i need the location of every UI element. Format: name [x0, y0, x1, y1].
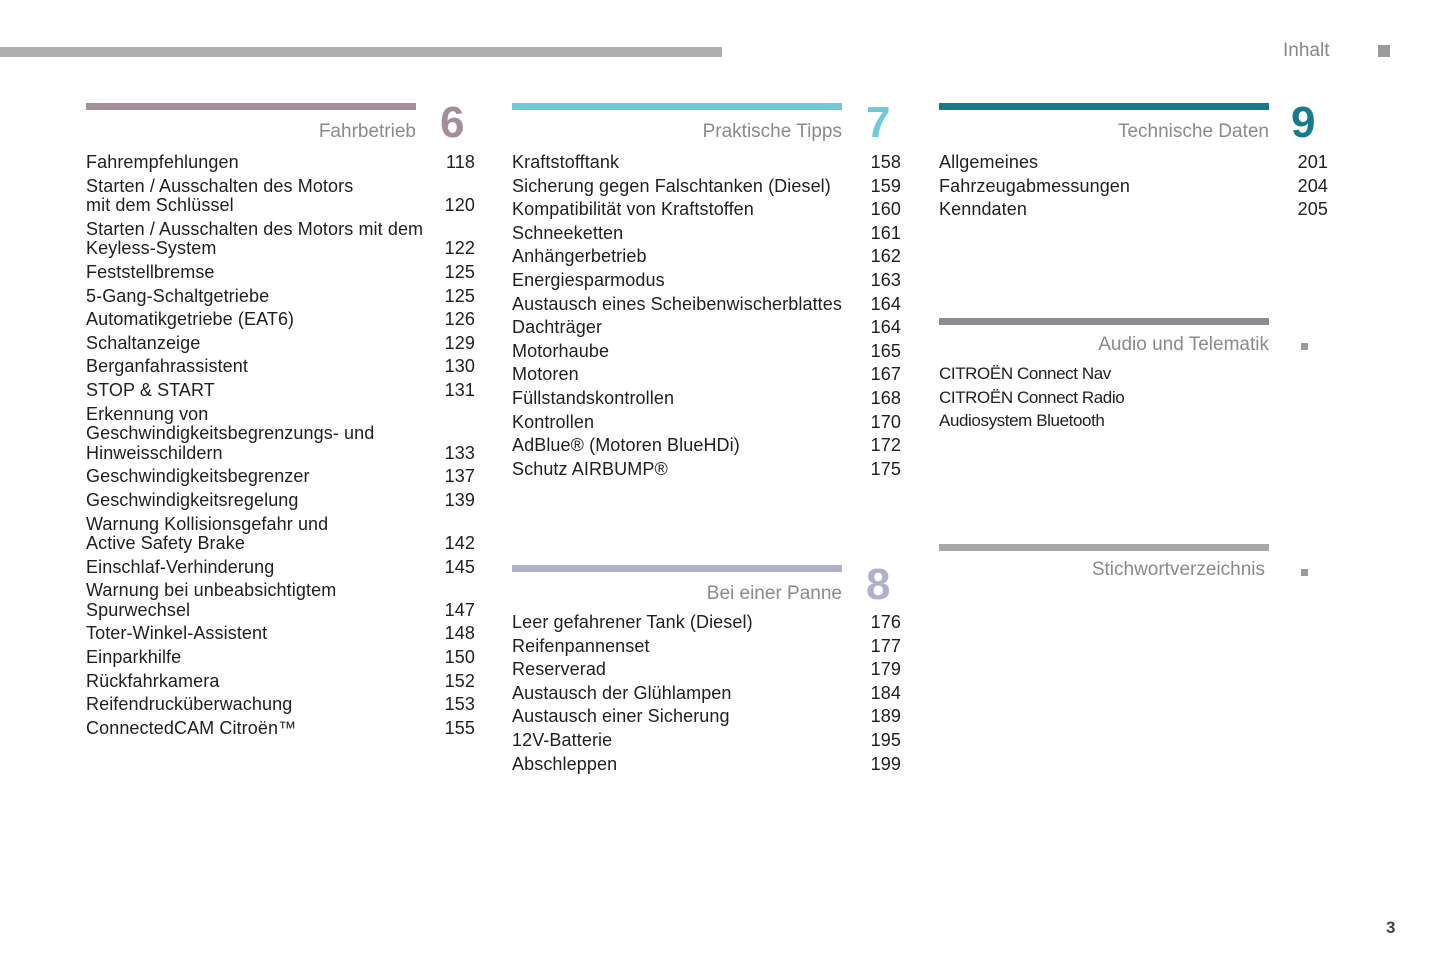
toc-entry-title: Kenndaten — [939, 199, 1027, 220]
toc-entry-page: 164 — [870, 293, 901, 314]
toc-entry-title: STOP & START — [86, 379, 215, 400]
toc-entry-page: 160 — [870, 199, 901, 220]
toc-entry[interactable] — [512, 731, 901, 755]
toc-entry-title: Toter-Winkel-Assistent — [86, 623, 268, 644]
toc-entry[interactable] — [86, 672, 475, 696]
section-number: 7 — [866, 98, 891, 147]
toc-entry[interactable] — [512, 271, 901, 295]
toc-entry-page: 201 — [1297, 152, 1328, 172]
toc-entry[interactable] — [86, 648, 475, 672]
toc-entry-page: 155 — [444, 717, 475, 738]
toc-entry-title: Berganfahrassistent — [86, 356, 248, 377]
toc-entry-title: Sicherung gegen Falschtanken (Diesel) — [512, 175, 831, 196]
section-bar — [512, 565, 842, 572]
toc-entry-page: 150 — [444, 647, 475, 668]
toc-entry[interactable] — [512, 755, 901, 779]
toc-entry[interactable] — [939, 153, 1328, 177]
toc-entry-page: 163 — [870, 269, 901, 290]
toc-entry-title: Austausch einer Sicherung — [512, 706, 730, 727]
toc-entry-page: 175 — [870, 458, 901, 479]
toc-entry[interactable] — [939, 364, 1269, 388]
toc-entry-page: 126 — [444, 309, 475, 330]
section-number: 6 — [440, 98, 465, 147]
toc-entry-title: Austausch eines Scheibenwischerblattes — [512, 293, 842, 314]
toc-entry-page: 189 — [870, 706, 901, 727]
toc-entry-title: Starten / Ausschalten des Motors mit dem Keyless-System — [86, 218, 424, 259]
toc-list — [512, 613, 901, 778]
toc-entry[interactable] — [512, 389, 901, 413]
toc-entry[interactable] — [939, 177, 1328, 201]
header-square-icon — [1378, 45, 1390, 57]
toc-entry[interactable] — [512, 613, 901, 637]
toc-entry-title: Schaltanzeige — [86, 332, 201, 353]
toc-entry-page: 177 — [870, 635, 901, 656]
section-square-icon — [1301, 569, 1308, 576]
toc-entry[interactable] — [86, 624, 475, 648]
toc-entry-page: 145 — [444, 556, 475, 577]
toc-entry[interactable] — [86, 357, 475, 381]
section-bar — [939, 544, 1269, 551]
toc-entry-page: 147 — [444, 599, 475, 620]
toc-entry-title: Füllstandskontrollen — [512, 387, 675, 408]
section-title[interactable]: Fahrbetrieb — [318, 121, 416, 142]
toc-entry-title: Starten / Ausschalten des Motors mit dem Schlüssel — [86, 175, 354, 216]
toc-entry-title: Allgemeines — [939, 152, 1039, 172]
toc-entry-page: 148 — [444, 623, 475, 644]
toc-entry-title: Abschleppen — [512, 753, 618, 774]
toc-entry-title: Automatikgetriebe (EAT6) — [86, 309, 295, 330]
toc-entry-title: Motoren — [512, 364, 579, 385]
toc-entry-title: Energiesparmodus — [512, 269, 665, 290]
toc-entry-title: Reifendrucküberwachung — [86, 694, 293, 715]
toc-entry-page: 137 — [444, 466, 475, 487]
toc-entry-page: 122 — [444, 238, 475, 259]
toc-entry[interactable] — [512, 684, 901, 708]
toc-entry-title: Fahrempfehlungen — [86, 152, 239, 172]
section-number: 9 — [1291, 98, 1316, 147]
toc-entry[interactable] — [512, 342, 901, 366]
section-number: 8 — [866, 560, 891, 609]
toc-entry-title: Kompatibilität von Kraftstoffen — [512, 199, 754, 220]
toc-entry-title: Motorhaube — [512, 340, 610, 361]
toc-entry[interactable] — [512, 153, 901, 177]
toc-entry[interactable] — [86, 558, 475, 582]
toc-entry-title: Warnung bei unbeabsichtigtem Spurwechsel — [86, 580, 337, 620]
toc-entry[interactable] — [939, 411, 1269, 435]
toc-entry-title: Erkennung von Geschwindigkeitsbegrenzungs- und Hinweisschildern — [86, 403, 375, 463]
toc-list — [86, 153, 475, 742]
toc-entry-title: Kontrollen — [512, 411, 595, 432]
page-number: 3 — [1386, 918, 1396, 937]
toc-entry-page: 165 — [870, 340, 901, 361]
section-bar — [86, 103, 416, 110]
toc-entry[interactable] — [939, 388, 1269, 412]
section-square-icon — [1301, 343, 1308, 350]
toc-entry-title: 5-Gang-Schaltgetriebe — [86, 285, 270, 306]
section-bar — [512, 103, 842, 110]
toc-entry-page: 131 — [444, 379, 475, 400]
toc-entry-title: Einschlaf-Verhinderung — [86, 556, 275, 577]
toc-entry[interactable] — [86, 581, 475, 624]
toc-entry-title: Reifenpannenset — [512, 635, 650, 656]
toc-entry[interactable] — [512, 707, 901, 731]
section-title[interactable]: Technische Daten — [1117, 121, 1269, 142]
toc-entry[interactable] — [86, 177, 475, 220]
toc-entry[interactable] — [512, 637, 901, 661]
header-bar — [0, 47, 722, 57]
toc-entry-page: 139 — [444, 489, 475, 510]
toc-entry[interactable] — [86, 153, 475, 177]
toc-entry-page: 142 — [444, 533, 475, 554]
toc-entry[interactable] — [86, 515, 475, 558]
toc-entry-page: 199 — [870, 753, 901, 774]
toc-entry-page: 159 — [870, 175, 901, 196]
toc-entry[interactable] — [86, 287, 475, 311]
section-title[interactable]: Praktische Tipps — [702, 121, 842, 142]
toc-entry-page: 133 — [444, 442, 475, 463]
toc-entry-page: 125 — [444, 261, 475, 282]
toc-entry-title: CITROËN Connect Radio — [939, 387, 1125, 407]
toc-entry[interactable] — [86, 467, 475, 491]
toc-entry[interactable] — [512, 200, 901, 224]
toc-entry-title: Leer gefahrener Tank (Diesel) — [512, 612, 753, 632]
toc-entry[interactable] — [86, 310, 475, 334]
toc-entry-title: 12V-Batterie — [512, 729, 613, 750]
toc-entry-title: CITROËN Connect Nav — [939, 364, 1111, 383]
section-title[interactable]: Stichwortverzeichnis — [1091, 559, 1265, 580]
toc-entry-title: ConnectedCAM Citroën™ — [86, 717, 297, 738]
section-title[interactable]: Bei einer Panne — [706, 583, 842, 604]
toc-entry[interactable] — [86, 719, 475, 743]
toc-entry-title: AdBlue® (Motoren BlueHDi) — [512, 435, 740, 456]
toc-entry-title: Anhängerbetrieb — [512, 246, 647, 267]
toc-entry-title: Schutz AIRBUMP® — [512, 458, 668, 479]
toc-entry[interactable] — [86, 263, 475, 287]
toc-entry-page: 172 — [870, 435, 901, 456]
toc-entry-page: 184 — [870, 682, 901, 703]
toc-entry[interactable] — [512, 660, 901, 684]
toc-entry-title: Fahrzeugabmessungen — [939, 175, 1131, 196]
section-bar — [939, 103, 1269, 110]
toc-list — [512, 153, 901, 483]
toc-entry-title: Rückfahrkamera — [86, 670, 220, 691]
toc-entry[interactable] — [86, 695, 475, 719]
toc-entry-page: 205 — [1297, 199, 1328, 220]
toc-entry-page: 195 — [870, 729, 901, 750]
toc-entry[interactable] — [86, 381, 475, 405]
toc-entry[interactable] — [512, 318, 901, 342]
toc-entry[interactable] — [512, 177, 901, 201]
toc-list — [939, 364, 1269, 435]
toc-entry-title: Geschwindigkeitsregelung — [86, 489, 299, 510]
toc-entry-page: 125 — [444, 285, 475, 306]
toc-entry[interactable] — [86, 491, 475, 515]
toc-entry-page: 120 — [444, 195, 475, 216]
toc-entry-page: 152 — [444, 670, 475, 691]
toc-entry[interactable] — [939, 200, 1328, 224]
section-title[interactable]: Audio und Telematik — [1098, 334, 1269, 355]
toc-entry-title: Kraftstofftank — [512, 152, 620, 172]
toc-entry-page: 130 — [444, 356, 475, 377]
header-title: Inhalt — [1283, 40, 1330, 61]
toc-entry-title: Schneeketten — [512, 222, 624, 243]
toc-entry-page: 164 — [870, 317, 901, 338]
toc-entry[interactable] — [512, 224, 901, 248]
toc-entry[interactable] — [86, 405, 475, 468]
toc-entry[interactable] — [512, 247, 901, 271]
toc-entry[interactable] — [512, 295, 901, 319]
toc-entry-title: Reserverad — [512, 659, 607, 680]
toc-entry-page: 162 — [870, 246, 901, 267]
toc-entry[interactable] — [86, 220, 475, 263]
toc-entry-page: 167 — [870, 364, 901, 385]
section-bar — [939, 318, 1269, 325]
toc-entry-title: Warnung Kollisionsgefahr und Active Safety Brake — [86, 513, 329, 554]
toc-entry[interactable] — [512, 460, 901, 484]
toc-entry-page: 129 — [444, 332, 475, 353]
toc-entry-title: Audiosystem Bluetooth — [939, 411, 1105, 431]
toc-entry-title: Dachträger — [512, 317, 603, 338]
toc-entry-title: Austausch der Glühlampen — [512, 682, 732, 703]
toc-entry-page: 176 — [870, 612, 901, 632]
toc-entry-page: 170 — [870, 411, 901, 432]
toc-entry-page: 118 — [446, 152, 475, 172]
toc-list — [939, 153, 1328, 224]
toc-entry-title: Geschwindigkeitsbegrenzer — [86, 466, 310, 487]
toc-entry[interactable] — [512, 365, 901, 389]
toc-entry-title: Einparkhilfe — [86, 647, 182, 668]
toc-entry-title: Feststellbremse — [86, 261, 215, 282]
toc-entry-page: 204 — [1297, 175, 1328, 196]
toc-entry[interactable] — [512, 413, 901, 437]
toc-entry[interactable] — [86, 334, 475, 358]
toc-entry[interactable] — [512, 436, 901, 460]
toc-entry-page: 158 — [870, 152, 901, 172]
toc-entry-page: 161 — [870, 222, 901, 243]
toc-entry-page: 168 — [870, 387, 901, 408]
toc-entry-page: 179 — [870, 659, 901, 680]
toc-entry-page: 153 — [444, 694, 475, 715]
